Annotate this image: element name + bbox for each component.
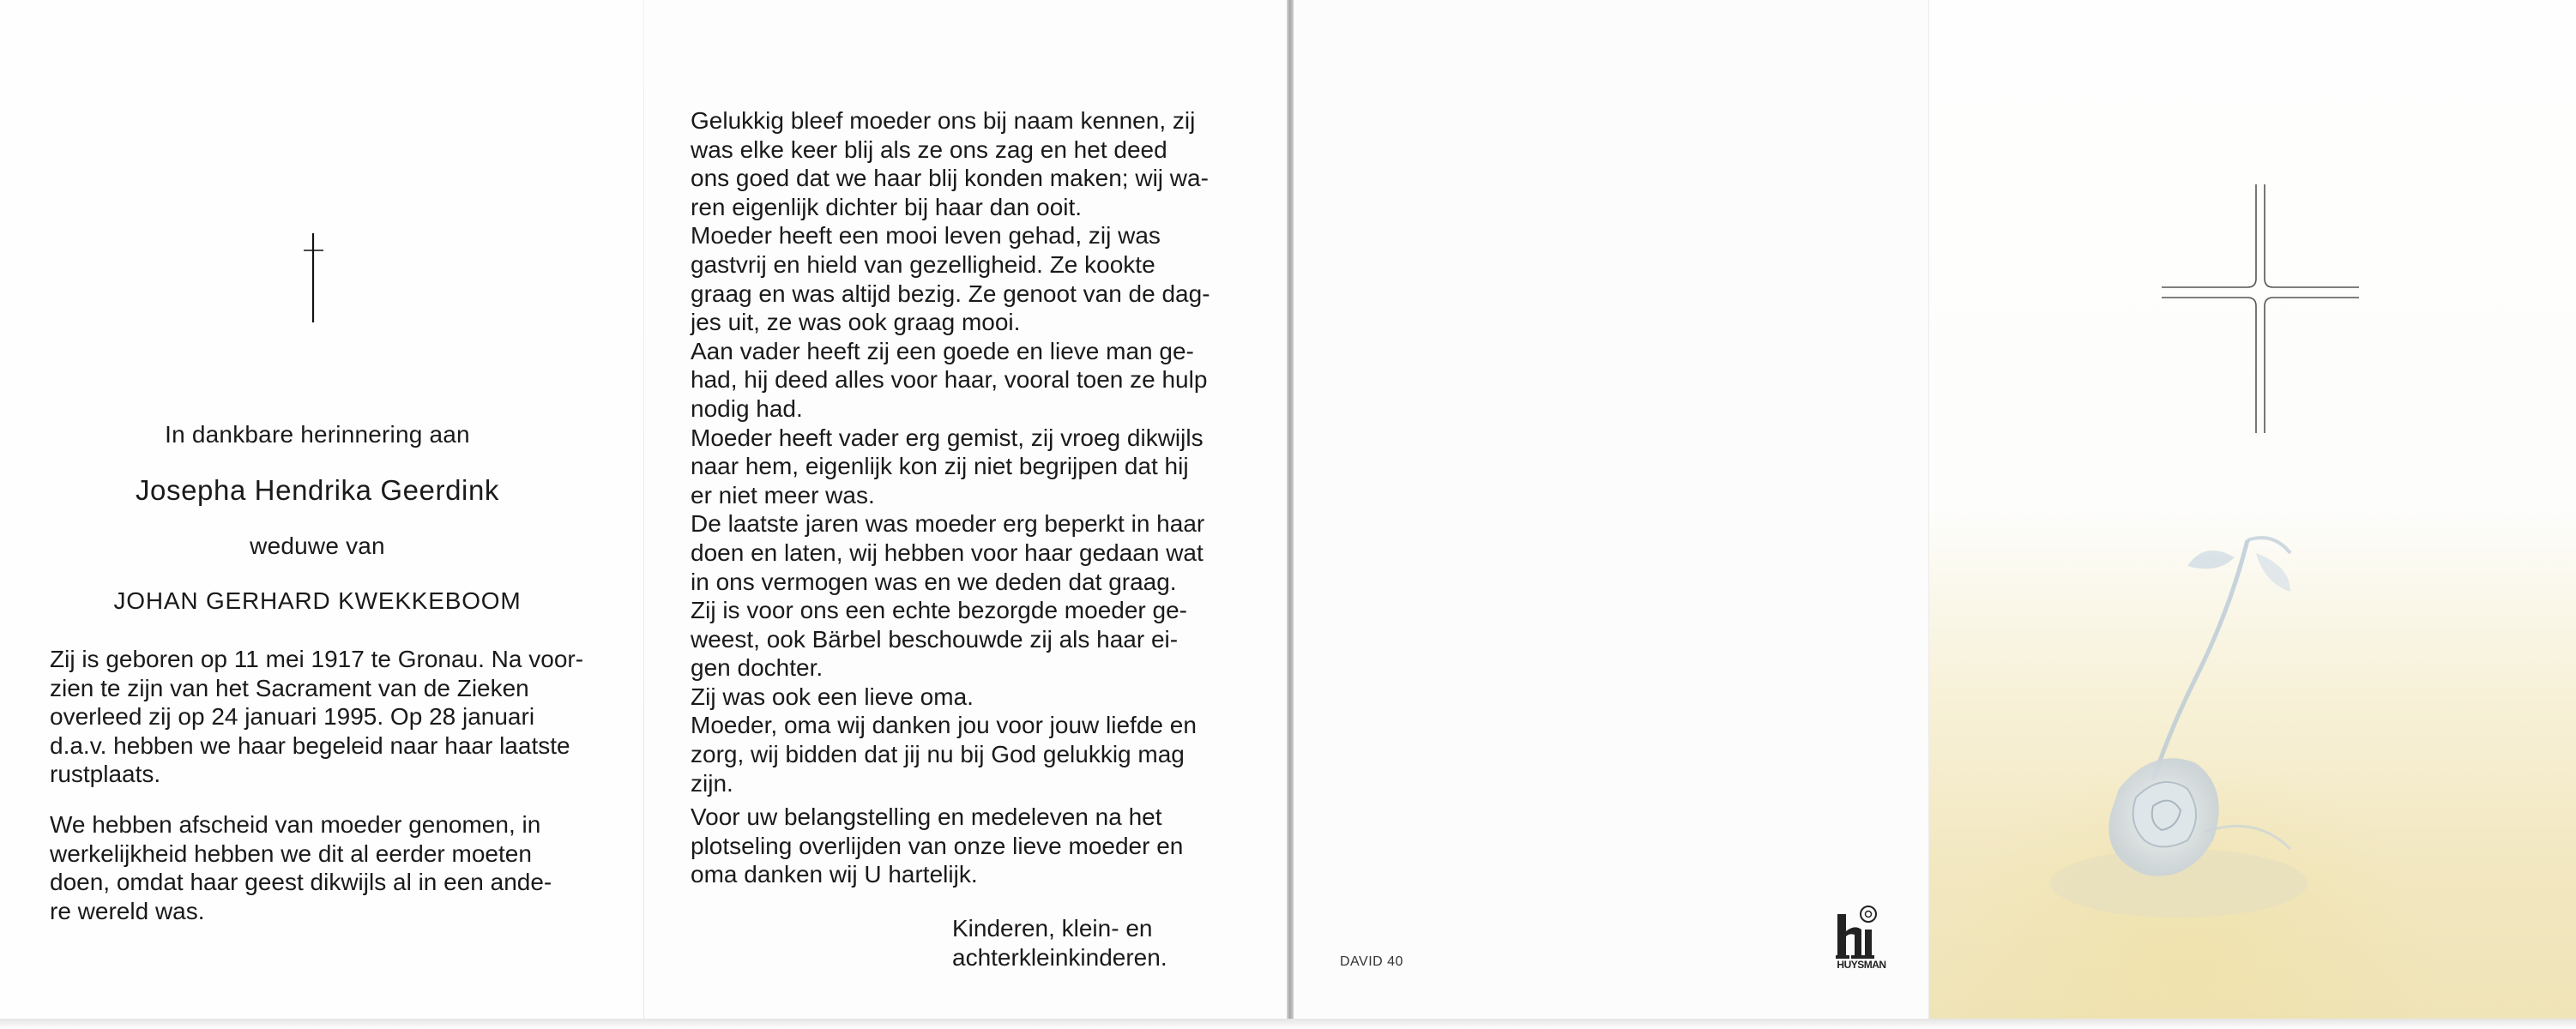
text-line: overleed zij op 24 januari 1995. Op 28 januari xyxy=(50,703,535,731)
text-line: Voor uw belangstelling en medeleven na het xyxy=(691,803,1162,830)
rose-illustration xyxy=(2033,506,2479,952)
text-line: Kinderen, klein- en xyxy=(952,915,1153,942)
text-line: weest, ook Bärbel beschouwde zij als haar ei- xyxy=(691,625,1179,653)
text-line: nodig had. xyxy=(691,394,803,422)
text-line: zijn. xyxy=(691,769,733,797)
text-line: doen, omdat haar geest dikwijls al in een ande- xyxy=(50,869,552,896)
text-line: werkelijkheid hebben we dit al eerder moeten xyxy=(50,839,532,867)
thin-cross-icon xyxy=(2162,184,2359,433)
card-code: DAVID 40 xyxy=(1340,954,1403,969)
deceased-name: Josepha Hendrika Geerdink xyxy=(135,474,500,506)
text-line: zien te zijn van het Sacrament van de Zieken xyxy=(50,674,529,701)
text-line: d.a.v. hebben we haar begeleid naar haar laatste xyxy=(50,731,570,759)
small-cross-icon xyxy=(298,232,332,326)
text-line: doen en laten, wij hebben voor haar gedaan wat xyxy=(691,539,1204,566)
text-line: Moeder, oma wij danken jou voor jouw liefde en xyxy=(691,712,1197,739)
text-line: achterkleinkinderen. xyxy=(952,943,1167,971)
text-line: naar hem, eigenlijk kon zij niet begrijpen dat hij xyxy=(691,453,1189,480)
text-line: jes uit, ze was ook graag mooi. xyxy=(691,309,1021,336)
text-line: in ons vermogen was en we deden dat graag. xyxy=(691,568,1177,595)
text-line: ren eigenlijk dichter bij haar dan ooit. xyxy=(691,193,1083,220)
text-line: Zij is geboren op 11 mei 1917 te Gronau. Na voor- xyxy=(50,646,584,672)
biography-paragraph xyxy=(50,645,599,789)
fold-line xyxy=(643,0,644,1022)
text-line: Moeder heeft vader erg gemist, zij vroeg dikwijls xyxy=(691,424,1204,451)
publisher-logo-label: HUYSMAN xyxy=(1837,959,1886,971)
text-line: er niet meer was. xyxy=(691,481,875,508)
text-line: oma danken wij U hartelijk. xyxy=(691,861,978,888)
memories-paragraph xyxy=(691,106,1257,797)
text-line: We hebben afscheid van moeder genomen, in xyxy=(50,811,541,838)
card-gap xyxy=(1287,0,1294,1022)
text-line: Zij was ook een lieve oma. xyxy=(691,683,974,710)
text-line: had, hij deed alles voor haar, vooral toen ze hulp xyxy=(691,366,1208,394)
text-line: Zij is voor ons een echte bezorgde moeder ge- xyxy=(691,597,1187,624)
text-line: zorg, wij bidden dat jij nu bij God gelukkig mag xyxy=(691,741,1185,768)
text-line: Gelukkig bleef moeder ons bij naam kennen, zij xyxy=(691,107,1196,134)
text-line: ons goed dat we haar blij konden maken; wij wa- xyxy=(691,165,1209,192)
text-line: re wereld was. xyxy=(50,897,205,924)
paper-edge xyxy=(0,1019,2576,1029)
text-line: was elke keer blij als ze ons zag en het deed xyxy=(691,135,1167,163)
text-line: gastvrij en hield van gezelligheid. Ze kookte xyxy=(691,250,1155,278)
text-line: Aan vader heeft zij een goede en lieve man ge- xyxy=(691,337,1194,364)
text-line: plotseling overlijden van onze lieve moeder en xyxy=(691,832,1184,859)
text-line: rustplaats. xyxy=(50,761,161,788)
text-line: Moeder heeft een mooi leven gehad, zij was xyxy=(691,222,1161,250)
text-line: gen dochter. xyxy=(691,654,823,682)
text-line: graag en was altijd bezig. Ze genoot van de dag- xyxy=(691,280,1210,307)
fold-line xyxy=(1928,0,1929,1022)
signature xyxy=(952,914,1261,972)
widow-of-line: weduwe van xyxy=(250,533,385,559)
dedication-line: In dankbare herinnering aan xyxy=(165,421,470,448)
farewell-paragraph xyxy=(50,810,599,925)
text-line: De laatste jaren was moeder erg beperkt in haar xyxy=(691,510,1205,538)
thanks-paragraph xyxy=(691,803,1257,889)
husband-name: JOHAN GERHARD KWEKKEBOOM xyxy=(113,587,522,614)
back-page xyxy=(1294,0,1928,1022)
